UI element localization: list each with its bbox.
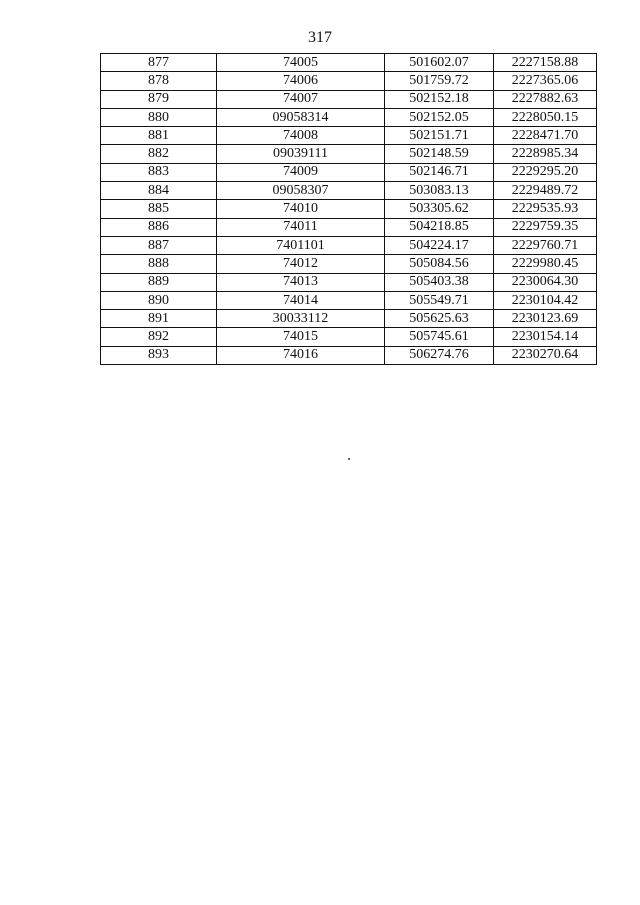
- row-number-cell: 886: [101, 218, 217, 236]
- y-coordinate-cell: 2230270.64: [494, 346, 597, 364]
- table-row: [101, 108, 597, 126]
- point-id-cell: 74008: [217, 127, 385, 145]
- table-row: [101, 72, 597, 90]
- row-number-cell: 890: [101, 291, 217, 309]
- point-id-cell: 74013: [217, 273, 385, 291]
- y-coordinate-cell: 2229489.72: [494, 182, 597, 200]
- x-coordinate-cell: 503083.13: [385, 182, 494, 200]
- table-row: [101, 310, 597, 328]
- table-row: [101, 255, 597, 273]
- table-row: [101, 54, 597, 72]
- x-coordinate-cell: 505403.38: [385, 273, 494, 291]
- table-row: [101, 218, 597, 236]
- point-id-cell: 09039111: [217, 145, 385, 163]
- row-number-cell: 893: [101, 346, 217, 364]
- table-row: [101, 163, 597, 181]
- y-coordinate-cell: 2228050.15: [494, 108, 597, 126]
- x-coordinate-cell: 502152.05: [385, 108, 494, 126]
- table-row: [101, 236, 597, 254]
- x-coordinate-cell: 502146.71: [385, 163, 494, 181]
- point-id-cell: 74016: [217, 346, 385, 364]
- x-coordinate-cell: 503305.62: [385, 200, 494, 218]
- point-id-cell: 74014: [217, 291, 385, 309]
- point-id-cell: 74011: [217, 218, 385, 236]
- table-row: [101, 291, 597, 309]
- x-coordinate-cell: 504218.85: [385, 218, 494, 236]
- y-coordinate-cell: 2227158.88: [494, 54, 597, 72]
- table-row: [101, 127, 597, 145]
- y-coordinate-cell: 2229759.35: [494, 218, 597, 236]
- row-number-cell: 879: [101, 90, 217, 108]
- x-coordinate-cell: 506274.76: [385, 346, 494, 364]
- y-coordinate-cell: 2230154.14: [494, 328, 597, 346]
- x-coordinate-cell: 502151.71: [385, 127, 494, 145]
- x-coordinate-cell: 504224.17: [385, 236, 494, 254]
- x-coordinate-cell: 505745.61: [385, 328, 494, 346]
- x-coordinate-cell: 502152.18: [385, 90, 494, 108]
- table-row: [101, 90, 597, 108]
- point-id-cell: 74015: [217, 328, 385, 346]
- point-id-cell: 74006: [217, 72, 385, 90]
- row-number-cell: 877: [101, 54, 217, 72]
- row-number-cell: 878: [101, 72, 217, 90]
- row-number-cell: 888: [101, 255, 217, 273]
- y-coordinate-cell: 2229760.71: [494, 236, 597, 254]
- x-coordinate-cell: 501602.07: [385, 54, 494, 72]
- x-coordinate-cell: 502148.59: [385, 145, 494, 163]
- row-number-cell: 891: [101, 310, 217, 328]
- point-id-cell: 7401101: [217, 236, 385, 254]
- y-coordinate-cell: 2227365.06: [494, 72, 597, 90]
- point-id-cell: 74010: [217, 200, 385, 218]
- coordinates-table: [100, 53, 597, 365]
- point-id-cell: 74009: [217, 163, 385, 181]
- x-coordinate-cell: 505549.71: [385, 291, 494, 309]
- row-number-cell: 882: [101, 145, 217, 163]
- y-coordinate-cell: 2230064.30: [494, 273, 597, 291]
- x-coordinate-cell: 505625.63: [385, 310, 494, 328]
- table-row: [101, 145, 597, 163]
- row-number-cell: 881: [101, 127, 217, 145]
- row-number-cell: 885: [101, 200, 217, 218]
- x-coordinate-cell: 501759.72: [385, 72, 494, 90]
- point-id-cell: 74005: [217, 54, 385, 72]
- point-id-cell: 74007: [217, 90, 385, 108]
- y-coordinate-cell: 2228985.34: [494, 145, 597, 163]
- table-row: [101, 328, 597, 346]
- y-coordinate-cell: 2229295.20: [494, 163, 597, 181]
- y-coordinate-cell: 2229980.45: [494, 255, 597, 273]
- page-number: 317: [308, 29, 332, 46]
- row-number-cell: 883: [101, 163, 217, 181]
- point-id-cell: 09058314: [217, 108, 385, 126]
- row-number-cell: 887: [101, 236, 217, 254]
- y-coordinate-cell: 2229535.93: [494, 200, 597, 218]
- y-coordinate-cell: 2230104.42: [494, 291, 597, 309]
- point-id-cell: 74012: [217, 255, 385, 273]
- row-number-cell: 884: [101, 182, 217, 200]
- y-coordinate-cell: 2227882.63: [494, 90, 597, 108]
- row-number-cell: 892: [101, 328, 217, 346]
- row-number-cell: 889: [101, 273, 217, 291]
- row-number-cell: 880: [101, 108, 217, 126]
- table-body: [101, 54, 597, 365]
- point-id-cell: 30033112: [217, 310, 385, 328]
- scan-speck: [348, 458, 350, 460]
- x-coordinate-cell: 505084.56: [385, 255, 494, 273]
- table-row: [101, 200, 597, 218]
- y-coordinate-cell: 2230123.69: [494, 310, 597, 328]
- table-row: [101, 346, 597, 364]
- y-coordinate-cell: 2228471.70: [494, 127, 597, 145]
- table-row: [101, 273, 597, 291]
- point-id-cell: 09058307: [217, 182, 385, 200]
- table-row: [101, 182, 597, 200]
